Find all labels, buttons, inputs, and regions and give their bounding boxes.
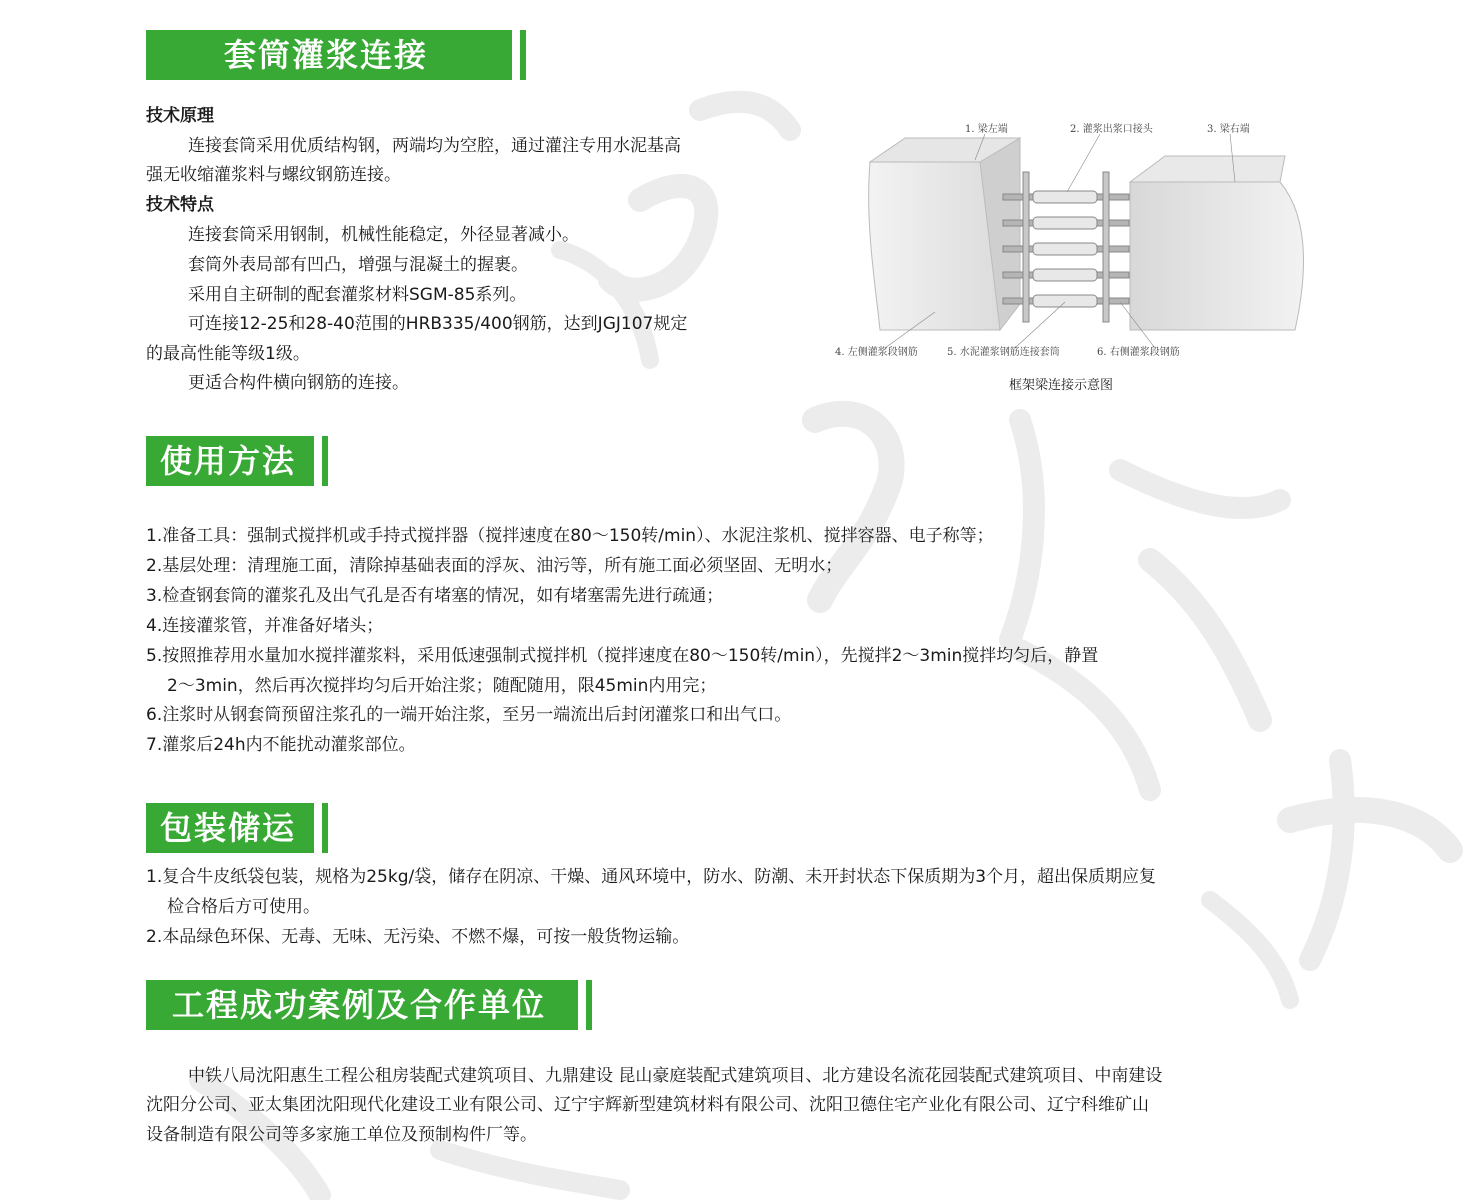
section-header-usage [146, 436, 314, 486]
packaging-item: 1.复合牛皮纸袋包装，规格为25kg/袋，储存在阴凉、干燥、通风环境中，防水、防潮、未开封状态下保质期为3个月，超出保质期应复 [146, 867, 1157, 887]
usage-step-cont: 2～3min，然后再次搅拌均匀后开始注浆；随配随用，限45min内用完； [167, 676, 717, 696]
beam-connection-diagram [835, 112, 1315, 402]
features-heading: 技术特点 [146, 195, 214, 215]
principle-text-line1: 连接套筒采用优质结构钢，两端均为空腔，通过灌注专用水泥基高 [188, 136, 681, 156]
usage-step: 3.检查钢套筒的灌浆孔及出气孔是否有堵塞的情况，如有堵塞需先进行疏通； [146, 586, 724, 606]
figure-label: 2. 灌浆出浆口接头 [1070, 124, 1153, 135]
figure-label: 3. 梁右端 [1207, 124, 1250, 135]
figure-caption: 框架梁连接示意图 [1009, 378, 1114, 393]
figure-label: 4. 左侧灌浆段钢筋 [835, 347, 918, 358]
cases-text-line1: 中铁八局沈阳惠生工程公租房装配式建筑项目、九鼎建设 昆山豪庭装配式建筑项目、北方建设名流花园装配式建筑项目、中南建设 [188, 1066, 1163, 1086]
feature-item: 连接套筒采用钢制，机械性能稳定，外径显著减小。 [188, 225, 579, 245]
feature-item: 可连接12-25和28-40范围的HRB335/400钢筋，达到JGJ107规定 [188, 314, 688, 334]
figure-label: 1. 梁左端 [965, 124, 1008, 135]
section-header-sleeve [146, 30, 512, 80]
cases-text-line2: 沈阳分公司、亚太集团沈阳现代化建设工业有限公司、辽宁宇辉新型建筑材料有限公司、沈阳卫德住宅产业化有限公司、辽宁科维矿山 [146, 1095, 1149, 1115]
usage-step: 4.连接灌浆管，并准备好堵头； [146, 616, 384, 636]
figure-label: 6. 右侧灌浆段钢筋 [1097, 347, 1180, 358]
feature-item-cont: 的最高性能等级1级。 [146, 344, 310, 364]
principle-heading: 技术原理 [146, 106, 214, 126]
feature-item: 更适合构件横向钢筋的连接。 [188, 373, 409, 393]
feature-item: 采用自主研制的配套灌浆材料SGM-85系列。 [188, 285, 527, 305]
packaging-item: 2.本品绿色环保、无毒、无味、无污染、不燃不爆，可按一般货物运输。 [146, 927, 690, 947]
section-title: 套筒灌浆连接 [224, 36, 429, 74]
packaging-item-cont: 检合格后方可使用。 [167, 897, 320, 917]
beam-connection-figure [835, 112, 1315, 402]
usage-step: 1.准备工具：强制式搅拌机或手持式搅拌器（搅拌速度在80～150转/min）、水泥注浆机、搅拌容器、电子称等； [146, 526, 994, 546]
feature-item: 套筒外表局部有凹凸，增强与混凝土的握裹。 [188, 255, 528, 275]
section-title: 工程成功案例及合作单位 [172, 986, 547, 1024]
section-header-cases [146, 980, 578, 1030]
usage-step: 2.基层处理：清理施工面，清除掉基础表面的浮灰、油污等，所有施工面必须坚固、无明水； [146, 556, 843, 576]
figure-label: 5. 水泥灌浆钢筋连接套筒 [947, 347, 1060, 358]
usage-step: 5.按照推荐用水量加水搅拌灌浆料，采用低速强制式搅拌机（搅拌速度在80～150转/min），先搅拌2～3min搅拌均匀后，静置 [146, 646, 1099, 666]
section-title: 使用方法 [160, 442, 297, 480]
section-title: 包装储运 [160, 809, 297, 847]
cases-text-line3: 设备制造有限公司等多家施工单位及预制构件厂等。 [146, 1125, 537, 1145]
usage-step: 7.灌浆后24h内不能扰动灌浆部位。 [146, 735, 416, 755]
usage-step: 6.注浆时从钢套筒预留注浆孔的一端开始注浆，至另一端流出后封闭灌浆口和出气口。 [146, 705, 792, 725]
principle-text-line2: 强无收缩灌浆料与螺纹钢筋连接。 [146, 165, 401, 185]
section-header-packaging [146, 803, 314, 853]
